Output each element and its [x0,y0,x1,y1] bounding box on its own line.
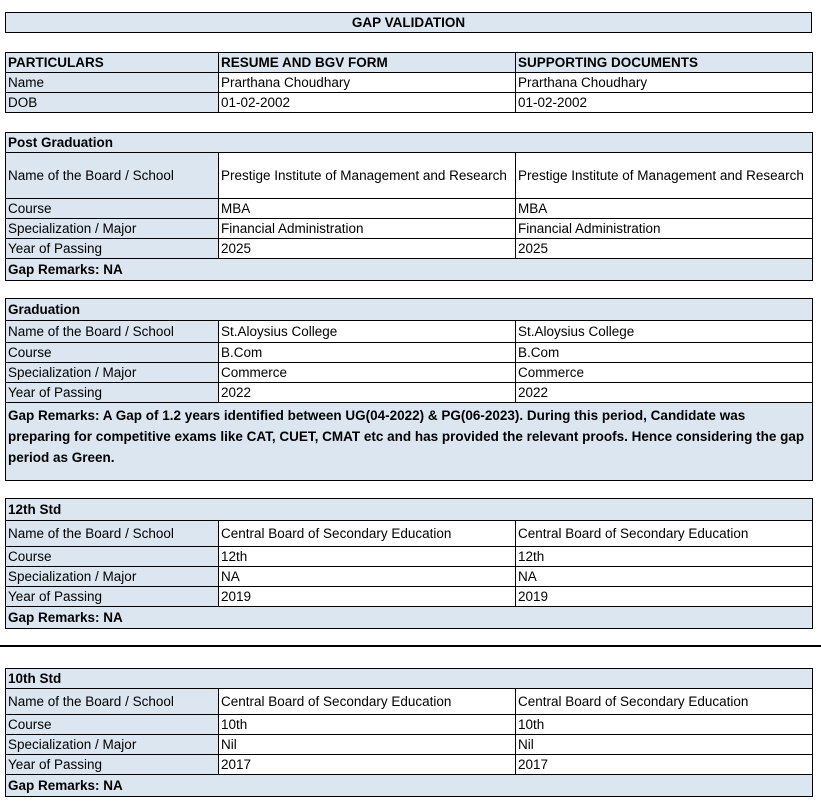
docs-value: NA [516,567,813,587]
docs-value: 2019 [516,587,813,607]
docs-value: Financial Administration [516,219,813,239]
resume-value: Commerce [219,363,516,383]
row-label: Name [6,73,219,93]
row-label: Specialization / Major [6,567,219,587]
resume-value: 01-02-2002 [219,93,516,113]
page-title: GAP VALIDATION [5,12,812,33]
particulars-table [5,52,811,113]
row-label: Name of the Board / School [6,153,219,199]
table-row [6,239,813,259]
resume-value: NA [219,567,516,587]
table-row [6,755,813,775]
divider [0,645,821,647]
resume-value: Nil [219,735,516,755]
resume-value: 2022 [219,383,516,403]
table-row [6,735,813,755]
gap-remarks: Gap Remarks: NA [6,259,813,281]
row-label: Year of Passing [6,239,219,259]
row-label: DOB [6,93,219,113]
docs-value: Central Board of Secondary Education [516,689,813,715]
docs-value: 2017 [516,755,813,775]
docs-value: Prestige Institute of Management and Research [516,153,813,199]
col-header-docs: SUPPORTING DOCUMENTS [516,53,813,73]
gap-remarks: Gap Remarks: NA [6,775,813,797]
section-12th-std [5,498,811,629]
resume-value: Central Board of Secondary Education [219,521,516,547]
resume-value: 10th [219,715,516,735]
docs-value: Central Board of Secondary Education [516,521,813,547]
col-header-particulars: PARTICULARS [6,53,219,73]
section-graduation [5,298,811,481]
section-title: Post Graduation [6,133,813,153]
row-label: Course [6,343,219,363]
row-label: Course [6,199,219,219]
resume-value: Central Board of Secondary Education [219,689,516,715]
resume-value: 2019 [219,587,516,607]
row-label: Name of the Board / School [6,521,219,547]
docs-value: 2022 [516,383,813,403]
resume-value: MBA [219,199,516,219]
row-label: Year of Passing [6,587,219,607]
row-label: Name of the Board / School [6,321,219,343]
docs-value: Commerce [516,363,813,383]
table-row [6,343,813,363]
row-label: Year of Passing [6,383,219,403]
table-row [6,383,813,403]
table-row [6,587,813,607]
row-label: Specialization / Major [6,735,219,755]
table-row [6,715,813,735]
row-label: Specialization / Major [6,363,219,383]
row-label: Year of Passing [6,755,219,775]
resume-value: 2017 [219,755,516,775]
table-row [6,689,813,715]
gap-remarks: Gap Remarks: NA [6,607,813,629]
docs-value: Prarthana Choudhary [516,73,813,93]
docs-value: MBA [516,199,813,219]
table-row [6,547,813,567]
row-label: Course [6,715,219,735]
section-post-graduation [5,132,811,281]
table-row [6,521,813,547]
resume-value: 2025 [219,239,516,259]
table-row [6,363,813,383]
resume-value: Prestige Institute of Management and Research [219,153,516,199]
table-row [6,219,813,239]
gap-remarks: Gap Remarks: A Gap of 1.2 years identified between UG(04-2022) & PG(06-2023). During this period, Candidate was preparing for competitive exams like CAT, CUET, CMAT etc and has provided the relevant proofs. Hence considering the gap period as Green. [6,403,813,481]
section-title: Graduation [6,299,813,321]
docs-value: 10th [516,715,813,735]
docs-value: 01-02-2002 [516,93,813,113]
row-label: Name of the Board / School [6,689,219,715]
col-header-resume: RESUME AND BGV FORM [219,53,516,73]
resume-value: Prarthana Choudhary [219,73,516,93]
table-row [6,153,813,199]
docs-value: Nil [516,735,813,755]
table-row [6,567,813,587]
docs-value: B.Com [516,343,813,363]
table-row [6,321,813,343]
row-label: Course [6,547,219,567]
table-row [6,199,813,219]
resume-value: 12th [219,547,516,567]
docs-value: St.Aloysius College [516,321,813,343]
section-title: 10th Std [6,669,813,689]
docs-value: 12th [516,547,813,567]
docs-value: 2025 [516,239,813,259]
resume-value: B.Com [219,343,516,363]
resume-value: St.Aloysius College [219,321,516,343]
section-10th-std [5,668,811,797]
row-label: Specialization / Major [6,219,219,239]
section-title: 12th Std [6,499,813,521]
resume-value: Financial Administration [219,219,516,239]
